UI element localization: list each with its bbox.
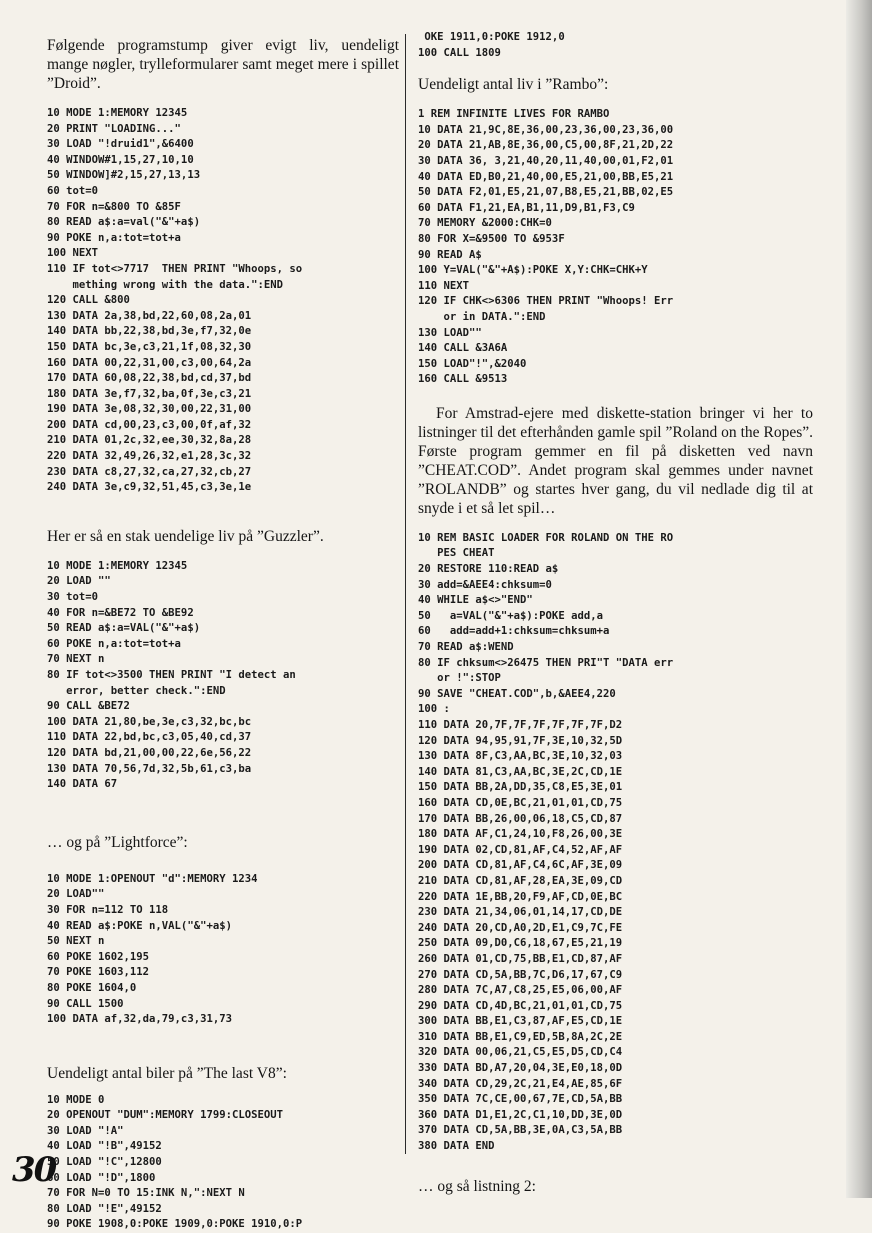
lightforce-intro: … og på ”Lightforce”: [47,833,188,851]
lightforce-listing: 10 MODE 1:OPENOUT "d":MEMORY 1234 20 LOAD"" 30 FOR n=112 TO 118 40 READ a$:POKE n,VAL("&"+a$) 50 NEXT n 60 POKE 1602,195 70 POKE 1603,112 80 POKE 1604,0 90 CALL 1500 100 DATA af,32,da,79,c3,31,73 [47,872,258,1026]
v8-intro: Uendeligt antal biler på ”The last V8”: [47,1064,287,1082]
roland-intro: For Amstrad-ejere med diskette-station bringer vi her to listninger til det efterhånden gamle spil ”Roland on the Ropes”. Første program gemmer en fil på disketten ved navn ”CHEAT.COD”. Andet program skal gemmes under navnet ”ROLANDB” og startes hver gang, du vil nedlade dig til at snyde i et så let spil… [418,404,813,517]
left-column [47,30,399,1233]
page-edge-shadow [846,0,872,1198]
droid-listing: 10 MODE 1:MEMORY 12345 20 PRINT "LOADING..." 30 LOAD "!druid1",&6400 40 WINDOW#1,15,27,10,10 50 WINDOW]#2,15,27,13,13 60 tot=0 70 FOR n=&800 TO &85F 80 READ a$:a=val("&"+a$) 90 POKE n,a:tot=tot+a 100 NEXT 110 IF tot<>7717 THEN PRINT "Whoops, so mething wrong with the data.":END 120 CALL &800 130 DATA 2a,38,bd,22,60,08,2a,01 140 DATA bb,22,38,bd,3e,f7,32,0e 150 DATA bc,3e,c3,21,1f,08,32,30 160 DATA 00,22,31,00,c3,00,64,2a 170 DATA 60,08,22,38,bd,cd,37,bd 180 DATA 3e,f7,32,ba,0f,3e,c3,21 190 DATA 3e,08,32,30,00,22,31,00 200 DATA cd,00,23,c3,00,0f,af,32 210 DATA 01,2c,32,ee,30,32,8a,28 220 DATA 32,49,26,32,e1,28,3c,32 230 DATA c8,27,32,ca,27,32,cb,27 240 DATA 3e,c9,32,51,45,c3,3e,1e [47,107,303,494]
droid-intro: Følgende programstump giver evigt liv, uendeligt mange nøgler, trylleformularer samt meget mere i spillet ”Droid”. [47,37,399,92]
listing2-intro: … og så listning 2: [418,1177,536,1195]
rambo-listing: 1 REM INFINITE LIVES FOR RAMBO 10 DATA 21,9C,8E,36,00,23,36,00,23,36,00 20 DATA 21,AB,8E,36,00,C5,00,8F,21,2D,22 30 DATA 36, 3,21,40,20,11,40,00,01,F2,01 40 DATA ED,B0,21,40,00,E5,21,00,BB,E5,21 50 DATA F2,01,E5,21,07,B8,E5,21,BB,02,E5 60 DATA F1,21,EA,B1,11,D9,B1,F3,C9 70 MEMORY &2000:CHK=0 80 FOR X=&9500 TO &953F 90 READ A$ 100 Y=VAL("&"+A$):POKE X,Y:CHK=CHK+Y 110 NEXT 120 IF CHK<>6306 THEN PRINT "Whoops! Err or in DATA.":END 130 LOAD"" 140 CALL &3A6A 150 LOAD"!",&2040 160 CALL &9513 [418,108,674,386]
column-divider [405,34,406,1154]
v8-listing-continued: OKE 1911,0:POKE 1912,0 100 CALL 1809 [418,31,565,59]
page-number: 30 [12,1150,56,1190]
rambo-intro: Uendeligt antal liv i ”Rambo”: [418,76,609,94]
right-column [418,30,813,1196]
roland-listing: 10 REM BASIC LOADER FOR ROLAND ON THE RO PES CHEAT 20 RESTORE 110:READ a$ 30 add=&AEE4:chksum=0 40 WHILE a$<>"END" 50 a=VAL("&"+a$):POKE add,a 60 add=add+1:chksum=chksum+a 70 READ a$:WEND 80 IF chksum<>26475 THEN PRI"T "DATA err or !":STOP 90 SAVE "CHEAT.COD",b,&AEE4,220 100 : 110 DATA 20,7F,7F,7F,7F,7F,7F,D2 120 DATA 94,95,91,7F,3E,10,32,5D 130 DATA 8F,C3,AA,BC,3E,10,32,03 140 DATA 81,C3,AA,BC,3E,2C,CD,1E 150 DATA BB,2A,DD,35,C8,E5,3E,01 160 DATA CD,0E,BC,21,01,01,CD,75 170 DATA BB,26,00,06,18,C5,CD,87 180 DATA AF,C1,24,10,F8,26,00,3E 190 DATA 02,CD,81,AF,C4,52,AF,AF 200 DATA CD,81,AF,C4,6C,AF,3E,09 210 DATA CD,81,AF,28,EA,3E,09,CD 220 DATA 1E,BB,20,F9,AF,CD,0E,BC 230 DATA 21,34,06,01,14,17,CD,DE 240 DATA 20,CD,A0,2D,E1,C9,7C,FE 250 DATA 09,D0,C6,18,67,E5,21,19 260 DATA 01,CD,75,BB,E1,CD,87,AF 270 DATA CD,5A,BB,7C,D6,17,67,C9 280 DATA 7C,A7,C8,25,E5,06,00,AF 290 DATA CD,4D,BC,21,01,01,CD,75 300 DATA BB,E1,C3,87,AF,E5,CD,1E 310 DATA BB,E1,C9,ED,5B,8A,2C,2E 320 DATA 00,06,21,C5,E5,D5,CD,C4 330 DATA BD,A7,20,04,3E,E0,18,0D 340 DATA CD,29,2C,21,E4,AE,85,6F 350 DATA 7C,CE,00,67,7E,CD,5A,BB 360 DATA D1,E1,2C,C1,10,DD,3E,0D 370 DATA CD,5A,BB,3E,0A,C3,5A,BB 380 DATA END [418,531,674,1153]
guzzler-intro: Her er så en stak uendelige liv på ”Guzzler”. [47,527,324,545]
v8-listing: 10 MODE 0 20 OPENOUT "DUM":MEMORY 1799:CLOSEOUT 30 LOAD "!A" 40 LOAD "!B",49152 50 LOAD "!C",12800 60 LOAD "!D",1800 70 FOR N=0 TO 15:INK N,":NEXT N 80 LOAD "!E",49152 90 POKE 1908,0:POKE 1909,0:POKE 1910,0:P [47,1093,303,1231]
guzzler-listing: 10 MODE 1:MEMORY 12345 20 LOAD "" 30 tot=0 40 FOR n=&BE72 TO &BE92 50 READ a$:a=VAL("&"+a$) 60 POKE n,a:tot=tot+a 70 NEXT n 80 IF tot<>3500 THEN PRINT "I detect an error, better check.":END 90 CALL &BE72 100 DATA 21,80,be,3e,c3,32,bc,bc 110 DATA 22,bd,bc,c3,05,40,cd,37 120 DATA bd,21,00,00,22,6e,56,22 130 DATA 70,56,7d,32,5b,61,c3,ba 140 DATA 67 [47,559,296,791]
